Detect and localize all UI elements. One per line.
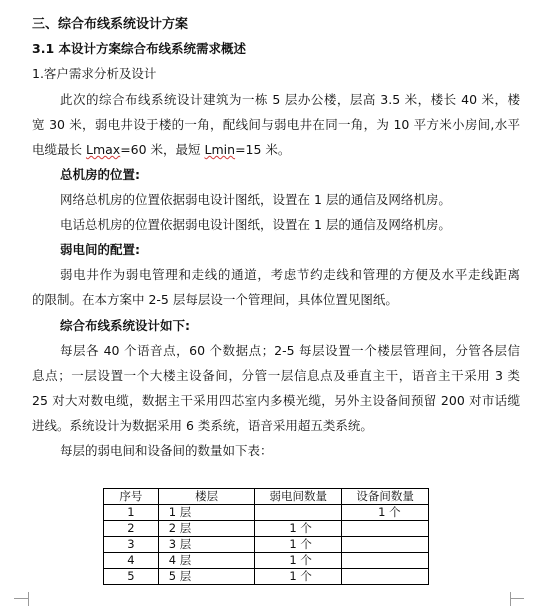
- page-margin-marker-left-h: [14, 598, 28, 599]
- page-margin-marker-left: [14, 592, 29, 606]
- page-margin-marker-right: [510, 592, 525, 606]
- table-header-row: [104, 489, 429, 505]
- row-index: 2: [104, 521, 159, 537]
- intro-text-c: =15 米。: [235, 142, 291, 157]
- table-caption: 每层的弱电间和设备间的数量如下表：: [60, 443, 273, 458]
- page-margin-marker-right-h: [510, 598, 524, 599]
- table-row: [104, 521, 429, 537]
- intro-line-1: 此次的综合布线系统设计建筑为一栋 5 层办公楼，层高 3.5 米，楼长 40 米，楼: [60, 92, 520, 107]
- row-floor: 3 层: [158, 537, 255, 553]
- heading-design: 综合布线系统设计如下:: [60, 318, 190, 333]
- heading-weak-room: 弱电间的配置:: [60, 242, 140, 257]
- room-count-table: [103, 488, 429, 585]
- intro-text-b: =60 米，最短: [120, 142, 205, 157]
- row-floor: 5 层: [158, 569, 255, 585]
- row-floor: 1 层: [158, 505, 255, 521]
- intro-text-a: 电缆最长: [32, 142, 86, 157]
- row-weak-room-count: 1 个: [255, 521, 342, 537]
- row-equipment-room-count: [342, 569, 429, 585]
- table-row: [104, 505, 429, 521]
- intro-line-2: 宽 30 米，弱电井设于楼的一角，配线间与弱电井在同一角，为 10 平方米小房间,水平: [32, 117, 520, 132]
- row-index: 4: [104, 553, 159, 569]
- design-line-2: 息点；一层设置一个大楼主设备间，分管一层信息点及垂直主干，语音主干采用 3 类: [32, 368, 520, 383]
- table-row: [104, 553, 429, 569]
- row-weak-room-count: [255, 505, 342, 521]
- row-floor: 2 层: [158, 521, 255, 537]
- section-title: 三、综合布线系统设计方案: [32, 17, 189, 32]
- main-room-network: 网络总机房的位置依据弱电设计图纸，设置在 1 层的通信及网络机房。: [60, 192, 451, 207]
- row-weak-room-count: 1 个: [255, 569, 342, 585]
- header-equipment-room-count: 设备间数量: [342, 489, 429, 505]
- row-equipment-room-count: [342, 521, 429, 537]
- row-index: 3: [104, 537, 159, 553]
- lmax-term: Lmax: [85, 142, 121, 157]
- intro-line-3: [32, 142, 290, 158]
- row-weak-room-count: 1 个: [255, 553, 342, 569]
- design-line-3: 25 对大对数电缆，数据主干采用四芯室内多模光缆，另外主设备间预留 200 对市话缆: [32, 393, 520, 408]
- row-floor: 4 层: [158, 553, 255, 569]
- heading-main-room: 总机房的位置:: [60, 167, 140, 182]
- row-index: 1: [104, 505, 159, 521]
- header-index: 序号: [104, 489, 159, 505]
- weak-room-line-1: 弱电井作为弱电管理和走线的通道，考虑节约走线和管理的方便及水平走线距离: [60, 267, 520, 282]
- row-weak-room-count: 1 个: [255, 537, 342, 553]
- row-equipment-room-count: 1 个: [342, 505, 429, 521]
- row-equipment-room-count: [342, 537, 429, 553]
- design-line-1: 每层各 40 个语音点，60 个数据点；2-5 每层设置一个楼层管理间，分管各层信: [60, 343, 520, 358]
- design-line-4: 进线。系统设计为数据采用 6 类系统，语音采用超五类系统。: [32, 418, 373, 433]
- row-index: 5: [104, 569, 159, 585]
- item-1-title: 1.客户需求分析及设计: [32, 66, 157, 81]
- header-weak-room-count: 弱电间数量: [255, 489, 342, 505]
- row-equipment-room-count: [342, 553, 429, 569]
- weak-room-line-2: 的限制。在本方案中 2-5 层每层设一个管理间，具体位置见图纸。: [32, 292, 398, 307]
- subsection-title: 3.1 本设计方案综合布线系统需求概述: [32, 41, 246, 56]
- main-room-phone: 电话总机房的位置依据弱电设计图纸，设置在 1 层的通信及网络机房。: [60, 217, 451, 232]
- header-floor: 楼层: [158, 489, 255, 505]
- lmin-term: Lmin: [204, 142, 236, 157]
- table-row: [104, 537, 429, 553]
- table-row: [104, 569, 429, 585]
